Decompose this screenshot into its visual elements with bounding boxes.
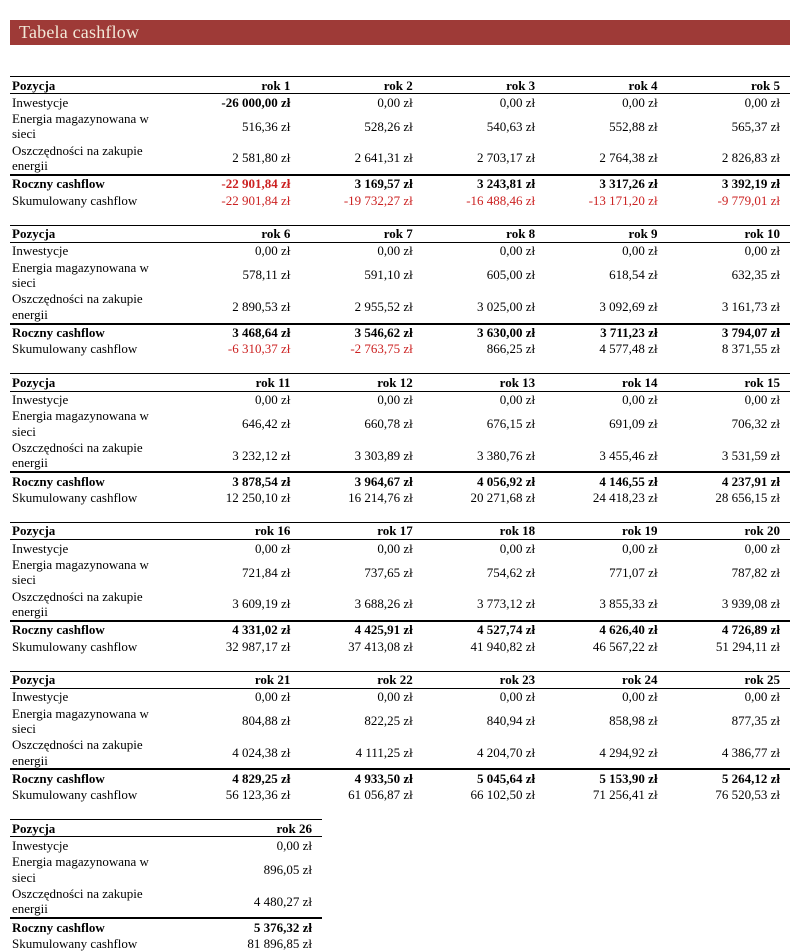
- value-cell: 737,65 zł: [364, 564, 413, 580]
- value-cell: 822,25 zł: [364, 713, 413, 729]
- table-row-roczny: [10, 918, 322, 935]
- value-cell: 660,78 zł: [364, 416, 413, 432]
- value-cell: 71 256,41 zł: [592, 787, 658, 803]
- value-cell: 3 711,23 zł: [545, 324, 667, 341]
- row-label: Roczny cashflow: [10, 769, 178, 786]
- value-cell: 0,00 zł: [255, 392, 291, 408]
- table-row-inwestycje: [10, 688, 790, 705]
- value-cell: 2 581,80 zł: [232, 150, 291, 166]
- value-cell: 2 890,53 zł: [232, 299, 291, 315]
- position-column-header: Pozycja: [10, 374, 178, 391]
- table-row-inwestycje: [10, 837, 322, 854]
- value-cell: 706,32 zł: [731, 416, 780, 432]
- year-column-header: rok 5: [668, 77, 790, 94]
- value-cell: 646,42 zł: [242, 416, 291, 432]
- value-cell: 32 987,17 zł: [225, 638, 291, 654]
- table-header-row: [10, 374, 790, 391]
- value-cell: 4 480,27 zł: [253, 893, 312, 909]
- table-row-skumulowany: [10, 341, 790, 357]
- value-cell: 46 567,22 zł: [592, 638, 658, 654]
- table-row-roczny: [10, 621, 790, 638]
- value-cell: 4 527,74 zł: [423, 621, 545, 638]
- year-column-header: rok 8: [423, 225, 545, 242]
- value-cell: 5 153,90 zł: [545, 769, 667, 786]
- value-cell: 41 940,82 zł: [470, 638, 536, 654]
- table-row-skumulowany: [10, 935, 322, 951]
- value-cell: 4 933,50 zł: [300, 769, 422, 786]
- value-cell: -22 901,84 zł: [178, 175, 300, 192]
- value-cell: 0,00 zł: [622, 392, 658, 408]
- year-column-header: rok 17: [300, 522, 422, 539]
- table-row-skumulowany: [10, 490, 790, 506]
- value-cell: 0,00 zł: [499, 689, 536, 705]
- value-cell: 51 294,11 zł: [715, 638, 780, 654]
- value-cell: 4 386,77 zł: [721, 744, 780, 760]
- value-cell: 37 413,08 zł: [348, 638, 413, 654]
- table-row-skumulowany: [10, 787, 790, 803]
- value-cell: 3 317,26 zł: [545, 175, 667, 192]
- value-cell: 877,35 zł: [731, 713, 780, 729]
- table-row-roczny: [10, 769, 790, 786]
- table-row-energia: [10, 408, 790, 440]
- value-cell: 2 826,83 zł: [721, 150, 780, 166]
- year-column-header: rok 3: [423, 77, 545, 94]
- table-row-energia: [10, 557, 790, 589]
- cashflow-table-1: [10, 76, 790, 209]
- value-cell: 691,09 zł: [609, 416, 658, 432]
- value-cell: 12 250,10 zł: [225, 490, 291, 506]
- value-cell: 3 455,46 zł: [599, 447, 658, 463]
- value-cell: 552,88 zł: [609, 118, 658, 134]
- row-label: Energia magazynowana w sieci: [12, 111, 149, 142]
- year-column-header: rok 13: [423, 374, 545, 391]
- value-cell: 2 641,31 zł: [354, 150, 413, 166]
- value-cell: 4 146,55 zł: [545, 472, 667, 489]
- cashflow-table-5: [10, 671, 790, 804]
- table-header-row: [10, 225, 790, 242]
- year-column-header: rok 9: [545, 225, 667, 242]
- value-cell: 0,00 zł: [377, 689, 413, 705]
- value-cell: 56 123,36 zł: [225, 787, 291, 803]
- value-cell: 3 092,69 zł: [599, 299, 658, 315]
- year-column-header: rok 2: [300, 77, 422, 94]
- value-cell: 5 045,64 zł: [423, 769, 545, 786]
- year-column-header: rok 18: [423, 522, 545, 539]
- row-label: Skumulowany cashflow: [12, 787, 138, 803]
- value-cell: 754,62 zł: [486, 564, 536, 580]
- row-label: Oszczędności na zakupie energii: [12, 440, 143, 471]
- table-row-inwestycje: [10, 540, 790, 557]
- row-label: Skumulowany cashflow: [12, 638, 138, 654]
- value-cell: 3 232,12 zł: [232, 447, 291, 463]
- value-cell: 896,05 zł: [263, 861, 312, 877]
- title-bar: [10, 20, 790, 45]
- value-cell: 0,00 zł: [276, 837, 312, 853]
- value-cell: 20 271,68 zł: [470, 490, 536, 506]
- year-column-header: rok 12: [300, 374, 422, 391]
- table-row-inwestycje: [10, 94, 790, 111]
- value-cell: 0,00 zł: [744, 392, 780, 408]
- value-cell: 28 656,15 zł: [715, 490, 780, 506]
- table-row-energia: [10, 259, 790, 291]
- row-label: Energia magazynowana w sieci: [12, 854, 149, 885]
- value-cell: 2 955,52 zł: [354, 299, 413, 315]
- value-cell: 605,00 zł: [486, 267, 536, 283]
- row-label: Roczny cashflow: [10, 621, 178, 638]
- value-cell: -26 000,00 zł: [221, 94, 291, 110]
- value-cell: 0,00 zł: [499, 94, 536, 110]
- year-column-header: rok 7: [300, 225, 422, 242]
- value-cell: 3 169,57 zł: [300, 175, 422, 192]
- value-cell: 0,00 zł: [377, 540, 413, 556]
- value-cell: 4 024,38 zł: [232, 744, 291, 760]
- year-column-header: rok 24: [545, 671, 667, 688]
- value-cell: 4 626,40 zł: [545, 621, 667, 638]
- row-label: Skumulowany cashflow: [12, 935, 138, 951]
- value-cell: 0,00 zł: [622, 540, 658, 556]
- value-cell: 0,00 zł: [744, 689, 780, 705]
- value-cell: 24 418,23 zł: [592, 490, 658, 506]
- value-cell: -6 310,37 zł: [227, 341, 291, 357]
- value-cell: 4 111,25 zł: [355, 744, 413, 760]
- value-cell: 4 331,02 zł: [178, 621, 300, 638]
- table-header-row: [10, 77, 790, 94]
- row-label: Oszczędności na zakupie energii: [12, 291, 143, 322]
- value-cell: 591,10 zł: [364, 267, 413, 283]
- row-label: Roczny cashflow: [10, 175, 178, 192]
- row-label: Roczny cashflow: [10, 918, 178, 935]
- value-cell: 0,00 zł: [255, 540, 291, 556]
- value-cell: 528,26 zł: [364, 118, 413, 134]
- year-column-header: rok 19: [545, 522, 667, 539]
- row-label: Energia magazynowana w sieci: [12, 557, 149, 588]
- year-column-header: rok 21: [178, 671, 300, 688]
- year-column-header: rok 15: [668, 374, 790, 391]
- table-row-roczny: [10, 472, 790, 489]
- row-label: Skumulowany cashflow: [12, 192, 138, 208]
- value-cell: 0,00 zł: [622, 689, 658, 705]
- row-label: Inwestycje: [12, 837, 69, 853]
- value-cell: 0,00 zł: [744, 243, 780, 259]
- row-label: Roczny cashflow: [10, 324, 178, 341]
- row-label: Oszczędności na zakupie energii: [12, 588, 143, 620]
- row-label: Inwestycje: [12, 94, 69, 110]
- value-cell: 0,00 zł: [377, 243, 413, 259]
- value-cell: 3 773,12 zł: [477, 596, 536, 612]
- value-cell: -13 171,20 zł: [588, 192, 658, 208]
- year-column-header: rok 11: [178, 374, 300, 391]
- year-column-header: rok 1: [178, 77, 300, 94]
- value-cell: 5 376,32 zł: [178, 918, 322, 935]
- value-cell: 4 726,89 zł: [668, 621, 790, 638]
- year-column-header: rok 26: [178, 820, 322, 837]
- value-cell: 0,00 zł: [377, 392, 413, 408]
- value-cell: 0,00 zł: [744, 540, 780, 556]
- year-column-header: rok 14: [545, 374, 667, 391]
- value-cell: 8 371,55 zł: [721, 341, 780, 357]
- table-row-oszczednosci: [10, 440, 790, 473]
- value-cell: 0,00 zł: [255, 689, 291, 705]
- value-cell: 4 425,91 zł: [300, 621, 422, 638]
- table-row-oszczednosci: [10, 737, 790, 770]
- value-cell: 3 878,54 zł: [178, 472, 300, 489]
- table-row-oszczednosci: [10, 885, 322, 918]
- cashflow-tables: [10, 76, 790, 952]
- table-row-roczny: [10, 175, 790, 192]
- table-header-row: [10, 522, 790, 539]
- value-cell: 516,36 zł: [242, 118, 291, 134]
- value-cell: 3 392,19 zł: [668, 175, 790, 192]
- table-row-inwestycje: [10, 391, 790, 408]
- table-row-energia: [10, 111, 790, 143]
- position-column-header: Pozycja: [10, 77, 178, 94]
- value-cell: 61 056,87 zł: [348, 787, 413, 803]
- value-cell: 3 630,00 zł: [423, 324, 545, 341]
- table-row-skumulowany: [10, 638, 790, 654]
- position-column-header: Pozycja: [10, 522, 178, 539]
- table-row-skumulowany: [10, 192, 790, 208]
- value-cell: 0,00 zł: [744, 94, 780, 110]
- row-label: Energia magazynowana w sieci: [12, 408, 149, 439]
- value-cell: 618,54 zł: [609, 267, 658, 283]
- row-label: Inwestycje: [12, 540, 69, 556]
- row-label: Inwestycje: [12, 243, 69, 259]
- row-label: Roczny cashflow: [10, 472, 178, 489]
- value-cell: 76 520,53 zł: [715, 787, 780, 803]
- value-cell: 3 303,89 zł: [354, 447, 413, 463]
- table-row-energia: [10, 705, 790, 737]
- value-cell: 565,37 zł: [731, 118, 780, 134]
- value-cell: -22 901,84 zł: [221, 192, 291, 208]
- row-label: Inwestycje: [12, 689, 69, 705]
- page-title: Tabela cashflow: [19, 22, 140, 42]
- row-label: Energia magazynowana w sieci: [12, 705, 149, 736]
- value-cell: -19 732,27 zł: [343, 192, 413, 208]
- value-cell: 3 939,08 zł: [721, 596, 780, 612]
- value-cell: 0,00 zł: [499, 392, 536, 408]
- cashflow-table-2: [10, 225, 790, 358]
- row-label: Oszczędności na zakupie energii: [12, 737, 143, 768]
- value-cell: 2 764,38 zł: [599, 150, 658, 166]
- value-cell: -2 763,75 zł: [350, 341, 413, 357]
- value-cell: 578,11 zł: [242, 267, 291, 283]
- value-cell: 3 546,62 zł: [300, 324, 422, 341]
- value-cell: 3 794,07 zł: [668, 324, 790, 341]
- value-cell: 4 204,70 zł: [477, 744, 536, 760]
- value-cell: 0,00 zł: [255, 243, 291, 259]
- table-row-oszczednosci: [10, 588, 790, 621]
- value-cell: 866,25 zł: [486, 341, 536, 357]
- value-cell: 771,07 zł: [609, 564, 658, 580]
- value-cell: 16 214,76 zł: [348, 490, 413, 506]
- year-column-header: rok 10: [668, 225, 790, 242]
- value-cell: 3 468,64 zł: [178, 324, 300, 341]
- value-cell: 81 896,85 zł: [247, 935, 312, 951]
- value-cell: -9 779,01 zł: [717, 192, 780, 208]
- row-label: Oszczędności na zakupie energii: [12, 885, 143, 917]
- value-cell: -16 488,46 zł: [466, 192, 536, 208]
- value-cell: 840,94 zł: [486, 713, 536, 729]
- year-column-header: rok 23: [423, 671, 545, 688]
- table-row-roczny: [10, 324, 790, 341]
- table-header-row: [10, 820, 322, 837]
- value-cell: 0,00 zł: [499, 243, 536, 259]
- year-column-header: rok 4: [545, 77, 667, 94]
- year-column-header: rok 22: [300, 671, 422, 688]
- row-label: Skumulowany cashflow: [12, 341, 138, 357]
- table-row-inwestycje: [10, 242, 790, 259]
- value-cell: 632,35 zł: [731, 267, 780, 283]
- value-cell: 3 855,33 zł: [599, 596, 658, 612]
- position-column-header: Pozycja: [10, 820, 178, 837]
- row-label: Inwestycje: [12, 392, 69, 408]
- value-cell: 0,00 zł: [499, 540, 536, 556]
- table-row-oszczednosci: [10, 291, 790, 324]
- cashflow-table-4: [10, 522, 790, 655]
- value-cell: 858,98 zł: [609, 713, 658, 729]
- value-cell: 0,00 zł: [377, 94, 413, 110]
- year-column-header: rok 20: [668, 522, 790, 539]
- value-cell: 0,00 zł: [622, 243, 658, 259]
- table-header-row: [10, 671, 790, 688]
- value-cell: 3 025,00 zł: [477, 299, 536, 315]
- row-label: Energia magazynowana w sieci: [12, 259, 149, 291]
- value-cell: 4 237,91 zł: [668, 472, 790, 489]
- year-column-header: rok 16: [178, 522, 300, 539]
- row-label: Oszczędności na zakupie energii: [12, 142, 143, 174]
- year-column-header: rok 6: [178, 225, 300, 242]
- position-column-header: Pozycja: [10, 225, 178, 242]
- value-cell: 4 294,92 zł: [599, 744, 658, 760]
- value-cell: 3 380,76 zł: [477, 447, 536, 463]
- value-cell: 66 102,50 zł: [470, 787, 536, 803]
- year-column-header: rok 25: [668, 671, 790, 688]
- value-cell: 4 829,25 zł: [178, 769, 300, 786]
- table-row-energia: [10, 854, 322, 886]
- value-cell: 804,88 zł: [242, 713, 291, 729]
- value-cell: 3 609,19 zł: [232, 596, 291, 612]
- row-label: Skumulowany cashflow: [12, 490, 138, 506]
- value-cell: 3 531,59 zł: [721, 447, 780, 463]
- value-cell: 3 964,67 zł: [300, 472, 422, 489]
- position-column-header: Pozycja: [10, 671, 178, 688]
- value-cell: 676,15 zł: [486, 416, 536, 432]
- value-cell: 3 688,26 zł: [354, 596, 413, 612]
- value-cell: 721,84 zł: [242, 564, 291, 580]
- value-cell: 540,63 zł: [486, 118, 536, 134]
- value-cell: 2 703,17 zł: [477, 150, 536, 166]
- value-cell: 3 243,81 zł: [423, 175, 545, 192]
- value-cell: 3 161,73 zł: [721, 299, 780, 315]
- cashflow-table-3: [10, 373, 790, 506]
- value-cell: 0,00 zł: [622, 94, 658, 110]
- value-cell: 4 056,92 zł: [423, 472, 545, 489]
- value-cell: 4 577,48 zł: [599, 341, 658, 357]
- table-row-oszczednosci: [10, 142, 790, 175]
- value-cell: 5 264,12 zł: [668, 769, 790, 786]
- value-cell: 787,82 zł: [731, 564, 780, 580]
